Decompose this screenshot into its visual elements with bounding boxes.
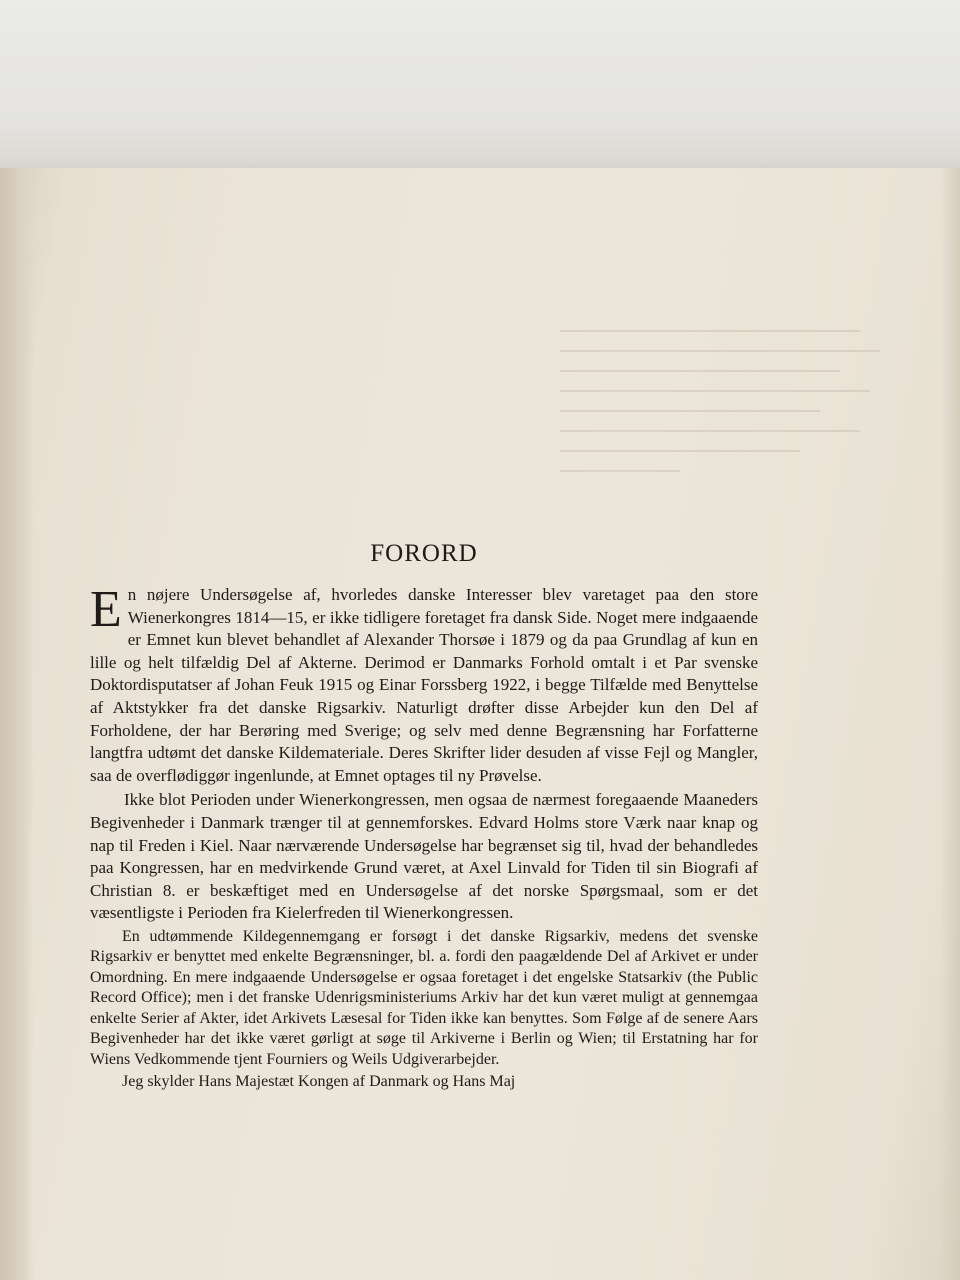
paragraph-1 [90, 581, 758, 787]
drop-cap: E [90, 581, 122, 638]
page-gutter-left [0, 168, 34, 1280]
paragraph-1-text: n nøjere Undersøgelse af, hvorledes danske Interesser blev varetaget paa den store Wienerkongres 1814—15, er ikke tidligere foretaget fra dansk Side. Noget mere indgaaende er Emnet kun blevet behandlet af Alexander Thorsøe i 1879 og da paa Grundlag af kun en lille og helt tilfældig Del af Akterne. Derimod er Danmarks Forhold omtalt i et Par svenske Doktordisputatser af Johan Feuk 1915 og Einar Forssberg 1922, i begge Tilfælde med Benyttelse af Aktstykker fra det danske Rigsarkiv. Naturligt drøfter disse Arbejder kun den Del af Forholdene, der har Berøring med Sverige; og selv med denne Begrænsning har Forfatterne langtfra udtømt det danske Kildemateriale. Deres Skrifter lider desuden af visse Fejl og Mangler, saa de overflødiggør ingenlunde, at Emnet optages til ny Prøvelse. [90, 585, 758, 785]
page-content [90, 540, 758, 1093]
paragraph-3: En udtømmende Kildegennemgang er forsøgt i det danske Rigsarkiv, medens det svenske Rigsarkiv er benyttet med enkelte Begrænsninger, bl. a. fordi den paagældende Del af Arkivet er under Omordning. En mere indgaaende Undersøgelse er ogsaa foretaget i det engelske Statsarkiv (the Public Record Office); men i det franske Udenrigsministeriums Arkiv har det kun været muligt at gennemgaa enkelte Serier af Akter, idet Arkivets Læsesal for Tiden ikke kan benyttes. Som Følge af de senere Aars Begivenheder har det ikke været gørligt at søge til Arkiverne i Berlin og Wien; til Erstatning har for Wiens Vedkommende tjent Fourniers og Weils Udgiverarbejder. [90, 927, 758, 1068]
show-through-text [560, 330, 890, 530]
paragraph-2: Ikke blot Perioden under Wienerkongressen, men ogsaa de nærmest foregaaende Maaneders Begivenheder i Danmark trænger til at gennemforskes. Edvard Holms store Værk naar knap og nap til Freden i Kiel. Naar nærværende Undersøgelse har begrænset sig til, hvad der behandledes paa Kongressen, har en medvirkende Grund været, at Axel Linvald for Tiden til sin Biografi af Christian 8. er beskæftiget med en Undersøgelse af det norske Spørgsmaal, som er det væsentligste i Perioden fra Kielerfreden til Wienerkongressen. [90, 790, 758, 923]
page-edge-right [940, 168, 960, 1280]
paragraph-4: Jeg skylder Hans Majestæt Kongen af Danmark og Hans Maj [122, 1073, 516, 1091]
wall-background [0, 0, 960, 175]
page-heading: FORORD [370, 540, 478, 567]
